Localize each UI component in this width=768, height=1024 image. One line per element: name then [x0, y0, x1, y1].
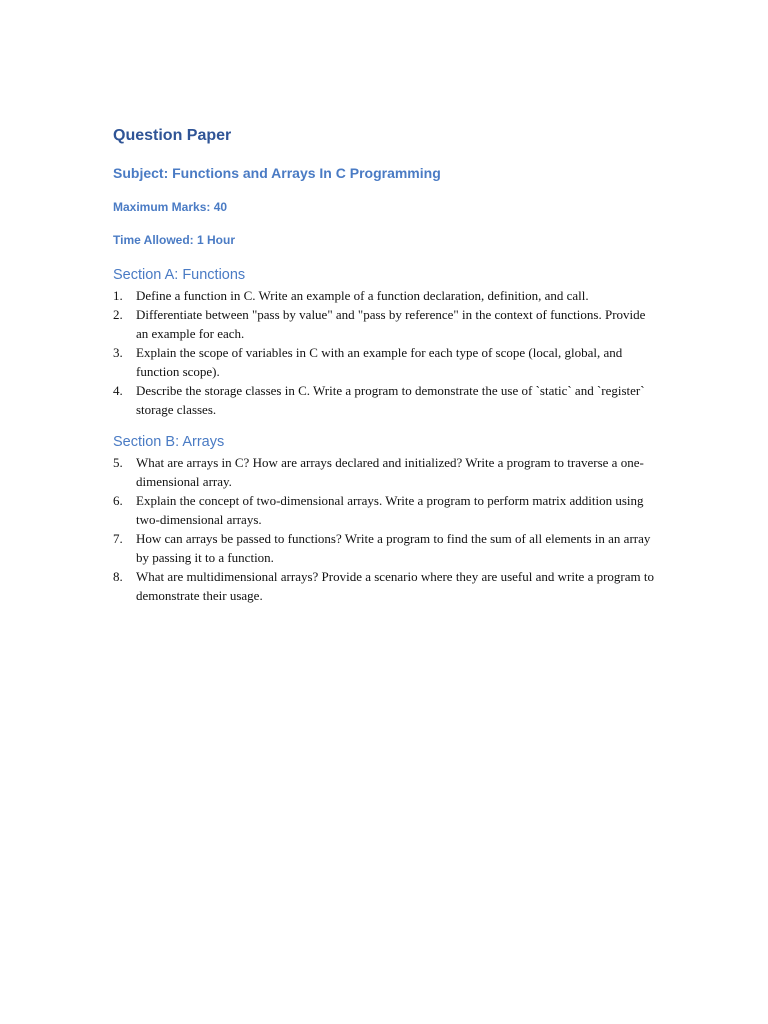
question-number: 7.: [113, 531, 123, 546]
subject-line: Subject: Functions and Arrays In C Programming: [113, 165, 441, 181]
section-a-heading: Section A: Functions: [113, 267, 246, 283]
question-text: What are arrays in C? How are arrays declared and initialized? Write a program to traverse a one-dimensional array.: [136, 455, 644, 489]
question-item: [113, 286, 658, 305]
question-number: 1.: [113, 288, 123, 303]
question-item: [113, 343, 658, 381]
question-text: What are multidimensional arrays? Provide a scenario where they are useful and write a program to demonstrate their usage.: [136, 569, 654, 603]
question-number: 2.: [113, 307, 123, 322]
document-content: [113, 124, 658, 605]
question-text: Explain the scope of variables in C with an example for each type of scope (local, global, and function scope).: [136, 345, 623, 379]
question-text: Define a function in C. Write an example of a function declaration, definition, and call.: [136, 288, 589, 303]
question-text: Describe the storage classes in C. Write a program to demonstrate the use of `static` and `register` storage classes.: [136, 383, 645, 417]
maximum-marks: Maximum Marks: 40: [113, 200, 228, 214]
question-item: [113, 381, 658, 419]
section-b-heading: Section B: Arrays: [113, 434, 225, 450]
question-text: Differentiate between "pass by value" and "pass by reference" in the context of functions. Provide an example for each.: [136, 307, 646, 341]
question-text: How can arrays be passed to functions? Write a program to find the sum of all elements in an array by passing it to a function.: [136, 531, 651, 565]
question-number: 8.: [113, 569, 123, 584]
question-item: [113, 567, 658, 605]
question-number: 6.: [113, 493, 123, 508]
question-number: 4.: [113, 383, 123, 398]
section-b-questions: [113, 453, 658, 605]
question-number: 3.: [113, 345, 123, 360]
question-item: [113, 491, 658, 529]
question-number: 5.: [113, 455, 123, 470]
question-text: Explain the concept of two-dimensional arrays. Write a program to perform matrix addition using two-dimensional arrays.: [136, 493, 644, 527]
question-item: [113, 453, 658, 491]
document-title: Question Paper: [113, 127, 232, 144]
time-allowed: Time Allowed: 1 Hour: [113, 233, 236, 247]
question-item: [113, 529, 658, 567]
section-a-questions: [113, 286, 658, 419]
question-item: [113, 305, 658, 343]
